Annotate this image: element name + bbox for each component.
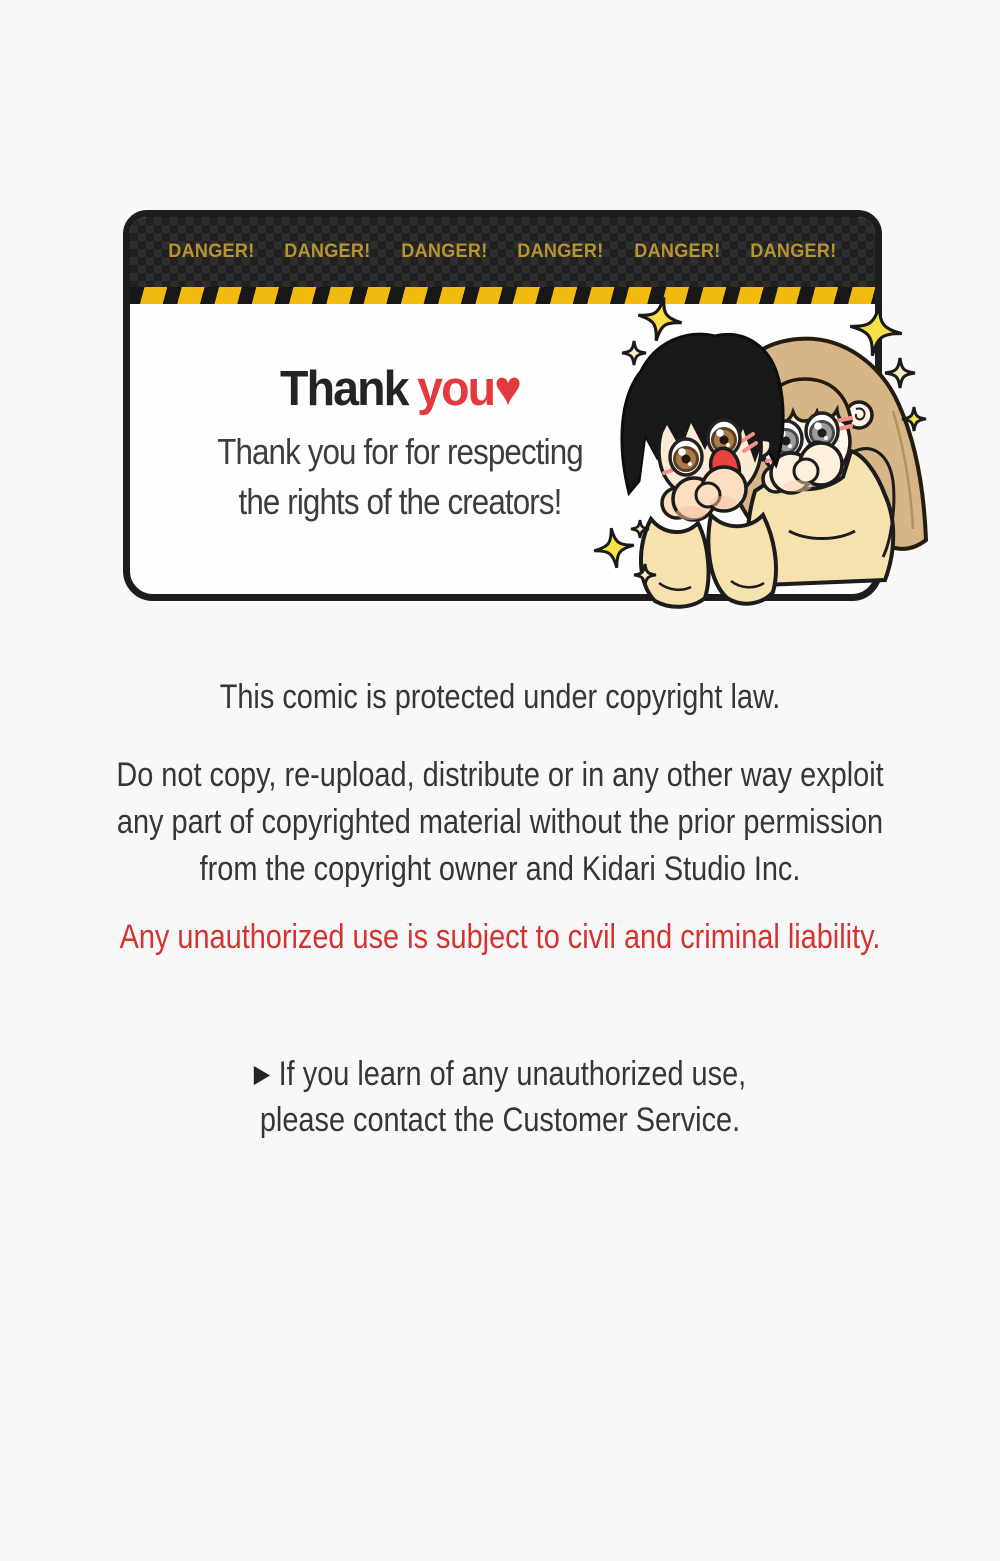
subtitle-line-2: the rights of the creators!: [238, 481, 562, 522]
sparkle-icon: [847, 301, 906, 360]
copyright-paragraph: [75, 752, 925, 893]
thank-you-title: [153, 363, 647, 415]
danger-header: [130, 217, 875, 287]
triangle-bullet-icon: ▶: [253, 1060, 271, 1088]
paragraph-line-3: from the copyright owner and Kidari Studio Inc.: [199, 850, 801, 888]
contact-line-1: ▶ If you learn of any unauthorized use,: [253, 1055, 747, 1093]
danger-label: DANGER!: [284, 241, 371, 262]
title-you-heart: you♥: [417, 362, 520, 416]
liability-warning-line: Any unauthorized use is subject to civil and criminal liability.: [119, 918, 881, 956]
copyright-protected-line: This comic is protected under copyright law.: [219, 678, 781, 716]
paragraph-line-2: any part of copyrighted material without the prior permission: [116, 803, 884, 841]
danger-label: DANGER!: [401, 241, 488, 262]
danger-label: DANGER!: [634, 241, 721, 262]
thank-you-subtitle: [174, 427, 626, 527]
thank-you-block: [140, 363, 660, 527]
title-thank: Thank: [280, 362, 408, 416]
sparkle-icon: [622, 341, 646, 365]
paragraph-line-1: Do not copy, re-upload, distribute or in any other way exploit: [116, 756, 884, 794]
danger-label: DANGER!: [168, 241, 255, 262]
subtitle-line-1: Thank you for for respecting: [217, 431, 583, 472]
sparkle-icon: [591, 525, 636, 570]
danger-label: DANGER!: [517, 241, 604, 262]
characters-illustration: [593, 293, 938, 608]
danger-label: DANGER!: [750, 241, 837, 262]
contact-line-2: please contact the Customer Service.: [259, 1101, 741, 1139]
contact-note: [75, 1051, 925, 1143]
